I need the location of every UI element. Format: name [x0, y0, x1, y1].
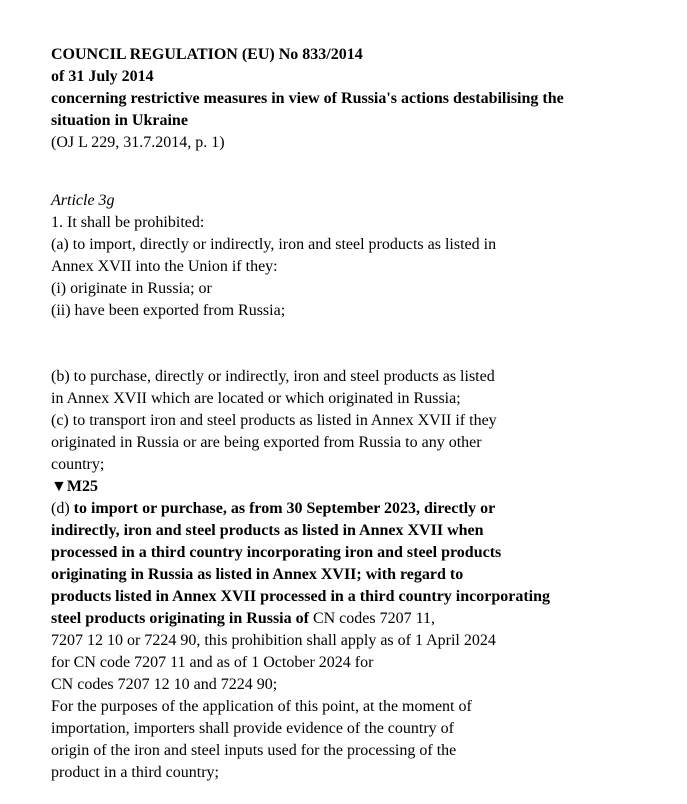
point-d-plain-text: 7207 12 10 or 7224 90, this prohibition shall apply as of 1 April 2024	[51, 632, 496, 649]
regulation-subject-line-2: situation in Ukraine	[51, 112, 188, 129]
point-d-bold-text: steel products originating in Russia of	[51, 610, 309, 627]
point-d-line	[51, 608, 671, 630]
article-line: (b) to purchase, directly or indirectly, iron and steel products as listed	[51, 368, 495, 385]
regulation-title: COUNCIL REGULATION (EU) No 833/2014	[51, 46, 363, 63]
point-d-plain-text: CN codes 7207 12 10 and 7224 90;	[51, 676, 278, 693]
journal-reference: (OJ L 229, 31.7.2014, p. 1)	[51, 134, 225, 151]
point-d-bold-text: originating in Russia as listed in Annex XVII; with regard to	[51, 566, 464, 583]
point-d-plain-text: for CN code 7207 11 and as of 1 October 2024 for	[51, 654, 374, 671]
point-d-bold-text: indirectly, iron and steel products as listed in Annex XVII when	[51, 522, 484, 539]
point-d-bold-text: to import or purchase, as from 30 September 2023, directly or	[73, 500, 496, 517]
point-d-plain-text: importation, importers shall provide evidence of the country of	[51, 720, 454, 737]
article-line: (ii) have been exported from Russia;	[51, 302, 286, 319]
point-d-bold-text: products listed in Annex XVII processed in a third country incorporating	[51, 588, 551, 605]
point-d-plain-text: CN codes 7207 11,	[308, 610, 436, 627]
point-d-plain-text: origin of the iron and steel inputs used for the processing of the	[51, 742, 457, 759]
article-line: in Annex XVII which are located or which originated in Russia;	[51, 390, 461, 407]
document-page	[51, 44, 671, 784]
article-heading: Article 3g	[51, 192, 115, 209]
paragraph-gap	[51, 322, 671, 366]
article-line: (a) to import, directly or indirectly, iron and steel products as listed in	[51, 236, 497, 253]
point-d-prefix: (d)	[51, 500, 74, 517]
article-line: Annex XVII into the Union if they:	[51, 258, 278, 275]
article-line: 1. It shall be prohibited:	[51, 214, 205, 231]
article-line: country;	[51, 456, 105, 473]
article-line: originated in Russia or are being exported from Russia to any other	[51, 434, 482, 451]
point-d-bold-text: processed in a third country incorporating iron and steel products	[51, 544, 502, 561]
point-d-plain-text: product in a third country;	[51, 764, 219, 781]
article-line: (i) originate in Russia; or	[51, 280, 212, 297]
point-d-plain-text: For the purposes of the application of this point, at the moment of	[51, 698, 472, 715]
amendment-marker: ▼M25	[51, 478, 98, 495]
point-d-line	[51, 498, 671, 520]
regulation-subject-line-1: concerning restrictive measures in view of Russia's actions destabilising the	[51, 90, 564, 107]
article-line: (c) to transport iron and steel products as listed in Annex XVII if they	[51, 412, 497, 429]
regulation-date: of 31 July 2014	[51, 68, 154, 85]
